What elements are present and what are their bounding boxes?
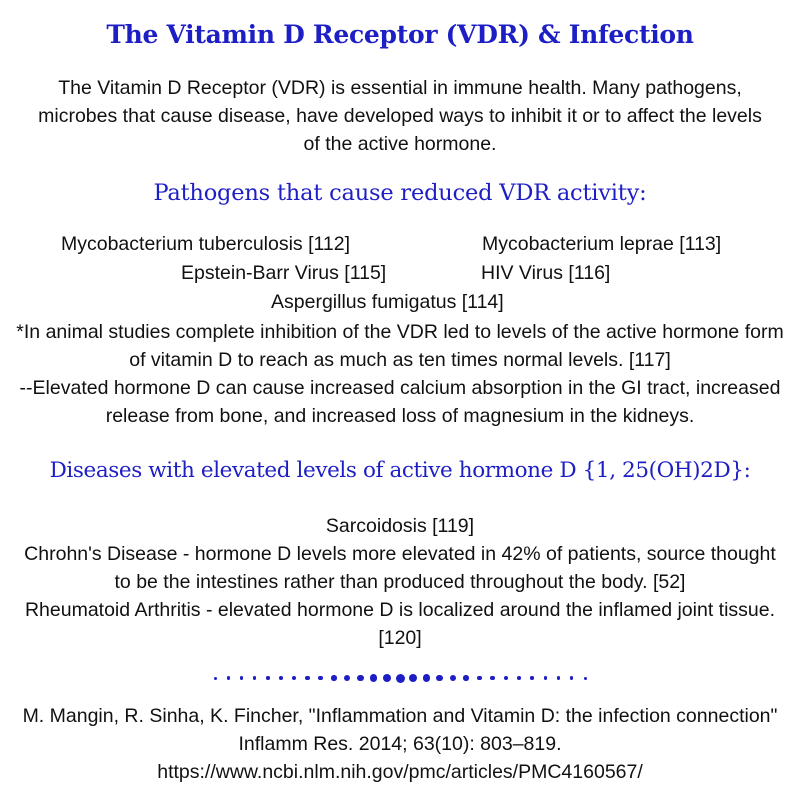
divider-dot [450,675,456,681]
divider-dot [305,676,310,681]
divider-dot [477,676,482,681]
divider-dot [266,676,269,679]
divider-dot [344,675,350,681]
divider-dot [436,675,443,682]
divider-dot [292,676,296,680]
citation-url: https://www.ncbi.nlm.nih.gov/pmc/articles/PMC4160567/ [157,761,643,783]
citation-reference: M. Mangin, R. Sinha, K. Fincher, "Inflammation and Vitamin D: the infection connection" Inflamm Res. 2014; 63(10): 803–819. [22,705,778,755]
divider-dot [370,674,377,681]
pathogen-item: Mycobacterium tuberculosis [112] [61,233,351,255]
divider-dot [584,677,587,680]
divider-dot [570,676,573,679]
divider-dot [357,675,364,682]
divider-dot [504,676,508,680]
divider-dot [396,674,405,683]
vdr-note-animal-studies: *In animal studies complete inhibition of the VDR led to levels of the active hormone form of vitamin D to reach as much as ten times normal levels. [117] [16,321,784,371]
divider-dot [423,674,430,681]
pathogen-item: Epstein-Barr Virus [115] [181,262,387,284]
diseases-list [15,512,785,652]
divider-dot [544,676,547,679]
pathogen-item: HIV Virus [116] [481,262,611,284]
page-title: The Vitamin D Receptor (VDR) & Infection [106,20,694,49]
divider-dot [517,676,521,680]
divider-dot [557,676,560,679]
divider-dot [383,674,391,682]
pathogen-item: Aspergillus fumigatus [114] [271,291,504,313]
dotted-divider [215,671,585,685]
pathogens-list [0,230,800,320]
pathogens-heading: Pathogens that cause reduced VDR activity: [153,180,647,206]
vdr-notes [15,318,785,430]
divider-dot [240,676,243,679]
divider-dot [409,674,417,682]
vdr-note-elevated-hormone: --Elevated hormone D can cause increased calcium absorption in the GI tract, increased release from bone, and increased loss of magnesium in the kidneys. [19,377,781,427]
divider-dot [490,676,495,681]
divider-dot [227,676,230,679]
divider-dot [463,675,468,680]
pathogen-item: Mycobacterium leprae [113] [482,233,722,255]
disease-item: Sarcoidosis [119] [325,515,475,537]
divider-dot [318,676,323,681]
diseases-heading: Diseases with elevated levels of active hormone D {1, 25(OH)2D}: [49,458,751,483]
divider-dot [530,676,533,679]
disease-item: Rheumatoid Arthritis - elevated hormone D is localized around the inflamed joint tissue. [120] [24,599,776,649]
divider-dot [331,675,336,680]
divider-dot [214,677,217,680]
disease-item: Chrohn's Disease - hormone D levels more elevated in 42% of patients, source thought to be the intestines rather than produced throughout the body. [52] [24,543,776,593]
citation [20,702,780,786]
divider-dot [279,676,283,680]
intro-paragraph: The Vitamin D Receptor (VDR) is essential in immune health. Many pathogens, microbes that cause disease, have developed ways to inhibit it or to affect the levels of the active hormone. [38,77,762,155]
divider-dot [253,676,256,679]
